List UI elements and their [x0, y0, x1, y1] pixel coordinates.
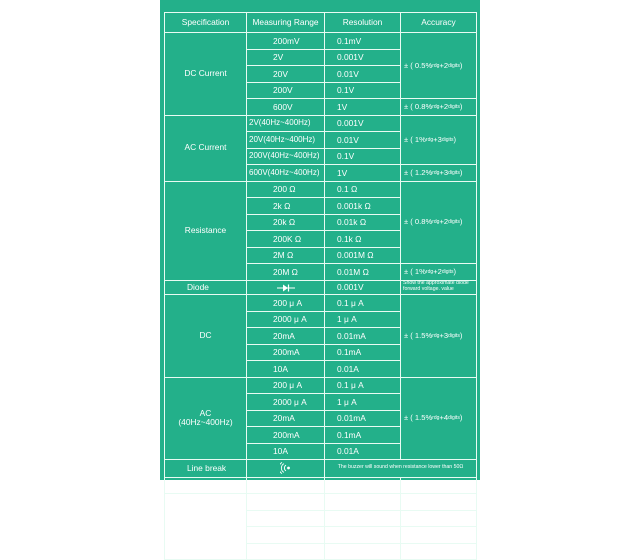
range-cell: 200 μ A — [247, 295, 325, 312]
resolution-cell: 0.1k Ω — [325, 231, 401, 248]
range-cell: 100-500 μ F — [247, 510, 325, 527]
table-row — [165, 377, 477, 394]
accuracy-cell: ± ( $5.0\%_{rdg}+40_{digits}$) — [401, 543, 477, 560]
resolution-cell: 0.01M Ω — [325, 264, 401, 281]
accuracy-cell: ± ( $5.0\%_{rdg}+3_{digits}$) — [401, 494, 477, 511]
diode-symbol-cell — [247, 280, 325, 295]
accuracy-cell: ± ( $1.5\%_{rdg}+4_{digits}$) — [401, 377, 477, 460]
resolution-cell: 1V — [325, 99, 401, 116]
section-label-dc-current: DC Current — [165, 33, 247, 116]
range-cell: 2k Ω — [247, 198, 325, 215]
line-break-note: The buzzer will sound when resistance lower than 50Ω — [325, 460, 477, 478]
range-cell: 200V(40Hz~400Hz) — [247, 148, 325, 165]
resolution-cell: 1 μ F — [325, 527, 401, 544]
resolution-cell: 0.1mA — [325, 344, 401, 361]
spec-table — [164, 12, 477, 560]
resolution-cell: 0.01V — [325, 66, 401, 83]
section-label-resistance: Resistance — [165, 181, 247, 280]
accuracy-cell: ± ( $0.5\%_{rdg}+2_{digits}$) — [401, 33, 477, 99]
section-label-freq: Freq — [165, 477, 247, 494]
range-cell: 200mV — [247, 33, 325, 50]
range-cell: 2V(40Hz~400Hz) — [247, 115, 325, 132]
range-cell: 20mA — [247, 328, 325, 345]
spec-sheet — [160, 0, 480, 556]
accuracy-cell: ± ( $5.0\%_{rdg}+5_{digits}$) — [401, 510, 477, 527]
resolution-cell: 0.1kHz — [325, 477, 401, 494]
range-cell: 200mA — [247, 427, 325, 444]
range-cell: 200 μ A — [247, 377, 325, 394]
range-cell: 200mA — [247, 344, 325, 361]
range-cell: 200V — [247, 82, 325, 99]
range-cell: 2000 μ A — [247, 311, 325, 328]
header-measuring-range: Measuring Range — [247, 13, 325, 33]
section-label-ac-current: AC Current — [165, 115, 247, 181]
range-cell: 600V(40Hz~400Hz) — [247, 165, 325, 182]
ac-label-line1: AC — [199, 407, 212, 418]
range-cell: 500-1000 μ F — [247, 527, 325, 544]
resolution-cell: 0.1 μ A — [325, 377, 401, 394]
table-row — [165, 477, 477, 494]
table-row — [165, 280, 477, 295]
range-cell: 600V — [247, 99, 325, 116]
range-cell: 2M Ω — [247, 247, 325, 264]
table-row — [165, 115, 477, 132]
range-cell: 20V(40Hz~400Hz) — [247, 132, 325, 149]
header-row — [165, 13, 477, 33]
resolution-cell: 0.01V — [325, 132, 401, 149]
resolution-cell: 1 μ F — [325, 510, 401, 527]
resolution-cell: 0.001k Ω — [325, 198, 401, 215]
range-cell: 20mA — [247, 410, 325, 427]
table-row — [165, 460, 477, 478]
resolution-cell: 1 μ F — [325, 494, 401, 511]
resolution-cell: 0.1 Ω — [325, 181, 401, 198]
accuracy-cell: ± ( $1.5\%_{rdg}+3_{digits}$) — [401, 295, 477, 378]
range-cell: 200K Ω — [247, 231, 325, 248]
range-cell: 20V — [247, 66, 325, 83]
header-resolution: Resolution — [325, 13, 401, 33]
section-label-ac — [165, 377, 247, 460]
diode-icon — [277, 284, 295, 292]
resolution-cell: 0.01mA — [325, 410, 401, 427]
table-row — [165, 295, 477, 312]
range-cell: 1000-2000 μ F — [247, 543, 325, 560]
resolution-cell: 0.01A — [325, 443, 401, 460]
accuracy-cell: ± ( $0.8\%_{rdg}+2_{digits}$) — [401, 99, 477, 116]
resolution-cell: 0.1mA — [325, 427, 401, 444]
resolution-cell: 0.1V — [325, 82, 401, 99]
ac-label-line2: (40Hz~400Hz) — [178, 417, 233, 428]
accuracy-cell: ± ( $1.2\%_{rdg}+3_{digits}$) — [401, 165, 477, 182]
section-label-dc: DC — [165, 295, 247, 378]
section-label-line-break: Line break — [165, 460, 247, 478]
range-cell: 2000 μ A — [247, 394, 325, 411]
range-cell: 2V — [247, 49, 325, 66]
section-label-diode: Diode — [165, 280, 247, 295]
diode-note: Show the approximate diode forward voltage. value — [401, 280, 477, 295]
resolution-cell: 0.01mA — [325, 328, 401, 345]
table-row — [165, 33, 477, 50]
table-row — [165, 494, 477, 511]
resolution-cell: 0.001V — [325, 280, 401, 295]
resolution-cell: 1 μ A — [325, 311, 401, 328]
buzzer-symbol-cell — [247, 460, 325, 478]
range-cell: 10A — [247, 361, 325, 378]
range-cell: 200kHz — [247, 477, 325, 494]
range-cell: 20k Ω — [247, 214, 325, 231]
section-label-capacitance: Capacitance — [165, 494, 247, 560]
range-cell: 0-100 μ F — [247, 494, 325, 511]
resolution-cell: 1 μ A — [325, 394, 401, 411]
resolution-cell: 0.01k Ω — [325, 214, 401, 231]
range-cell: 10A — [247, 443, 325, 460]
resolution-cell: 0.1mV — [325, 33, 401, 50]
accuracy-cell: ± ( $1\%_{rdg}+2_{digits}$) — [401, 264, 477, 281]
resolution-cell: 1 μ F — [325, 543, 401, 560]
accuracy-cell: ± ( $1\%_{rdg}+3_{digits}$) — [401, 115, 477, 165]
resolution-cell: 0.1V — [325, 148, 401, 165]
resolution-cell: 1V — [325, 165, 401, 182]
resolution-cell: 0.001V — [325, 49, 401, 66]
buzzer-icon — [280, 462, 292, 474]
header-specification: Specification — [165, 13, 247, 33]
resolution-cell: 0.01A — [325, 361, 401, 378]
resolution-cell: 0.001V — [325, 115, 401, 132]
range-cell: 20M Ω — [247, 264, 325, 281]
table-row — [165, 181, 477, 198]
resolution-cell: 0.001M Ω — [325, 247, 401, 264]
accuracy-cell: ± ( $0.8\%_{rdg}+2_{digits}$) — [401, 181, 477, 264]
resolution-cell: 0.1 μ A — [325, 295, 401, 312]
accuracy-cell: ± ( $5.0\%_{rdg}+20_{digits}$) — [401, 527, 477, 544]
range-cell: 200 Ω — [247, 181, 325, 198]
header-accuracy: Accuracy — [401, 13, 477, 33]
accuracy-cell: ± ( $1.5\%_{rdg}+3_{digits}$) — [401, 477, 477, 494]
